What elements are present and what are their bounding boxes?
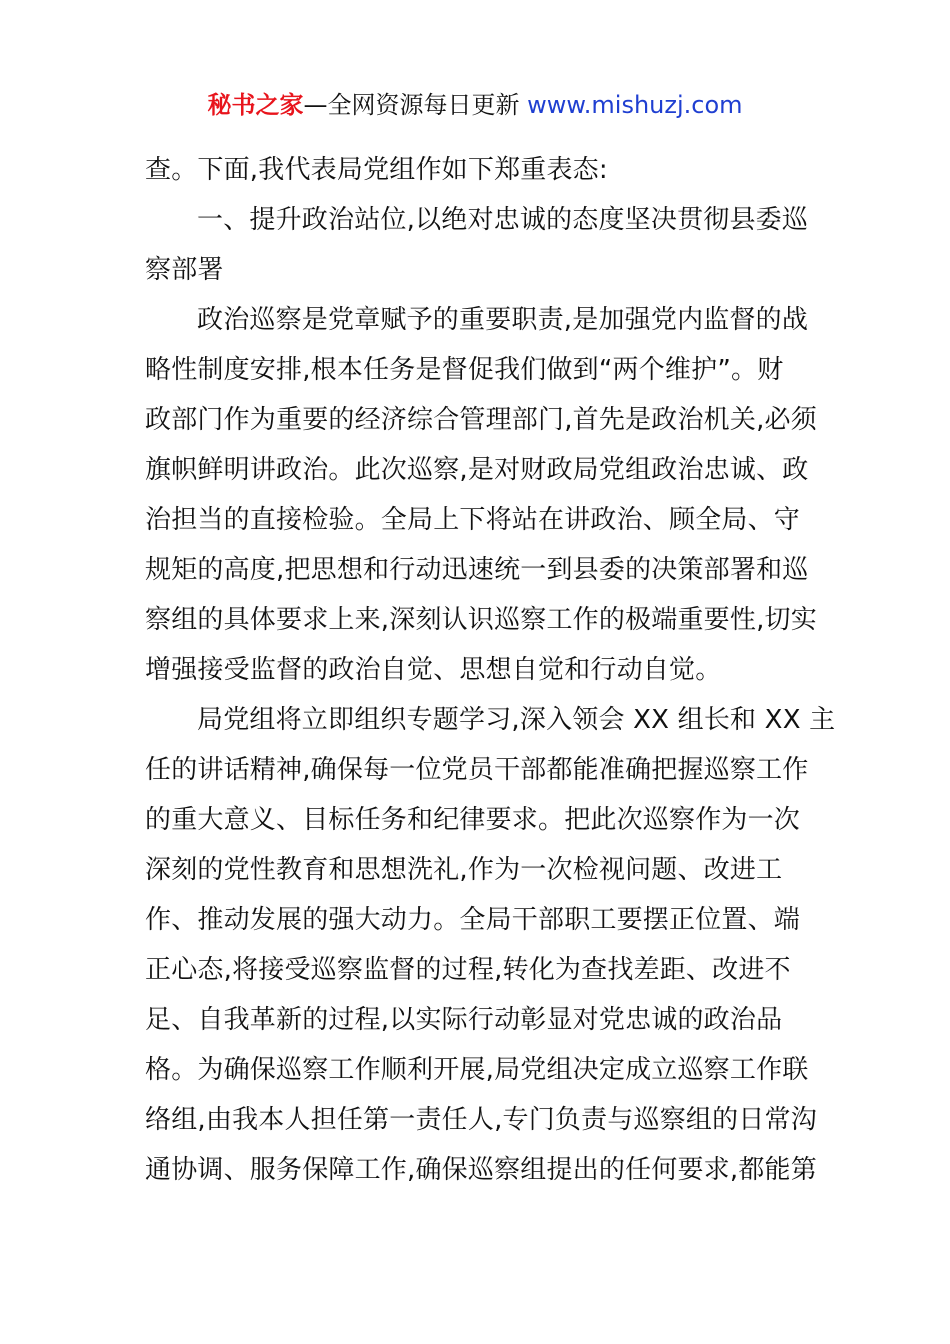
brand-name: 秘书之家	[207, 91, 304, 119]
text-line: 略性制度安排,根本任务是督促我们做到“两个维护”。财	[145, 355, 784, 385]
text-line: 正心态,将接受巡察监督的过程,转化为查找差距、改进不	[145, 955, 791, 985]
site-header	[0, 88, 950, 122]
text-line: 足、自我革新的过程,以实际行动彰显对党忠诚的政治品	[145, 1005, 783, 1035]
text-line: 规矩的高度,把思想和行动迅速统一到县委的决策部署和巡	[145, 555, 809, 585]
site-url-link[interactable]: www.mishuzj.com	[527, 91, 743, 119]
text-line: 深刻的党性教育和思想洗礼,作为一次检视问题、改进工	[145, 855, 783, 885]
text-line: 察部署	[145, 255, 224, 285]
text-line: 的重大意义、目标任务和纪律要求。把此次巡察作为一次	[145, 805, 801, 835]
text-line: 政部门作为重要的经济综合管理部门,首先是政治机关,必须	[145, 405, 817, 435]
document-body	[145, 145, 836, 1195]
text-line: 察组的具体要求上来,深刻认识巡察工作的极端重要性,切实	[145, 605, 817, 635]
text-line: 增强接受监督的政治自觉、思想自觉和行动自觉。	[145, 655, 722, 685]
text-line: 治担当的直接检验。全局上下将站在讲政治、顾全局、守	[145, 505, 801, 535]
text-line: 通协调、服务保障工作,确保巡察组提出的任何要求,都能第	[145, 1155, 817, 1185]
text-line: 作、推动发展的强大动力。全局干部职工要摆正位置、端	[145, 905, 801, 935]
text-line: 旗帜鲜明讲政治。此次巡察,是对财政局党组政治忠诚、政	[145, 455, 809, 485]
text-line: 政治巡察是党章赋予的重要职责,是加强党内监督的战	[197, 305, 809, 335]
text-line: 络组,由我本人担任第一责任人,专门负责与巡察组的日常沟	[145, 1105, 817, 1135]
text-line: 一、提升政治站位,以绝对忠诚的态度坚决贯彻县委巡	[197, 205, 809, 235]
text-line: 查。下面,我代表局党组作如下郑重表态:	[145, 155, 608, 185]
text-line: 格。为确保巡察工作顺利开展,局党组决定成立巡察工作联	[145, 1055, 809, 1085]
header-tagline: —全网资源每日更新	[303, 91, 528, 119]
text-line: 局党组将立即组织专题学习,深入领会 XX 组长和 XX 主	[197, 705, 836, 735]
text-line: 任的讲话精神,确保每一位党员干部都能准确把握巡察工作	[145, 755, 809, 785]
